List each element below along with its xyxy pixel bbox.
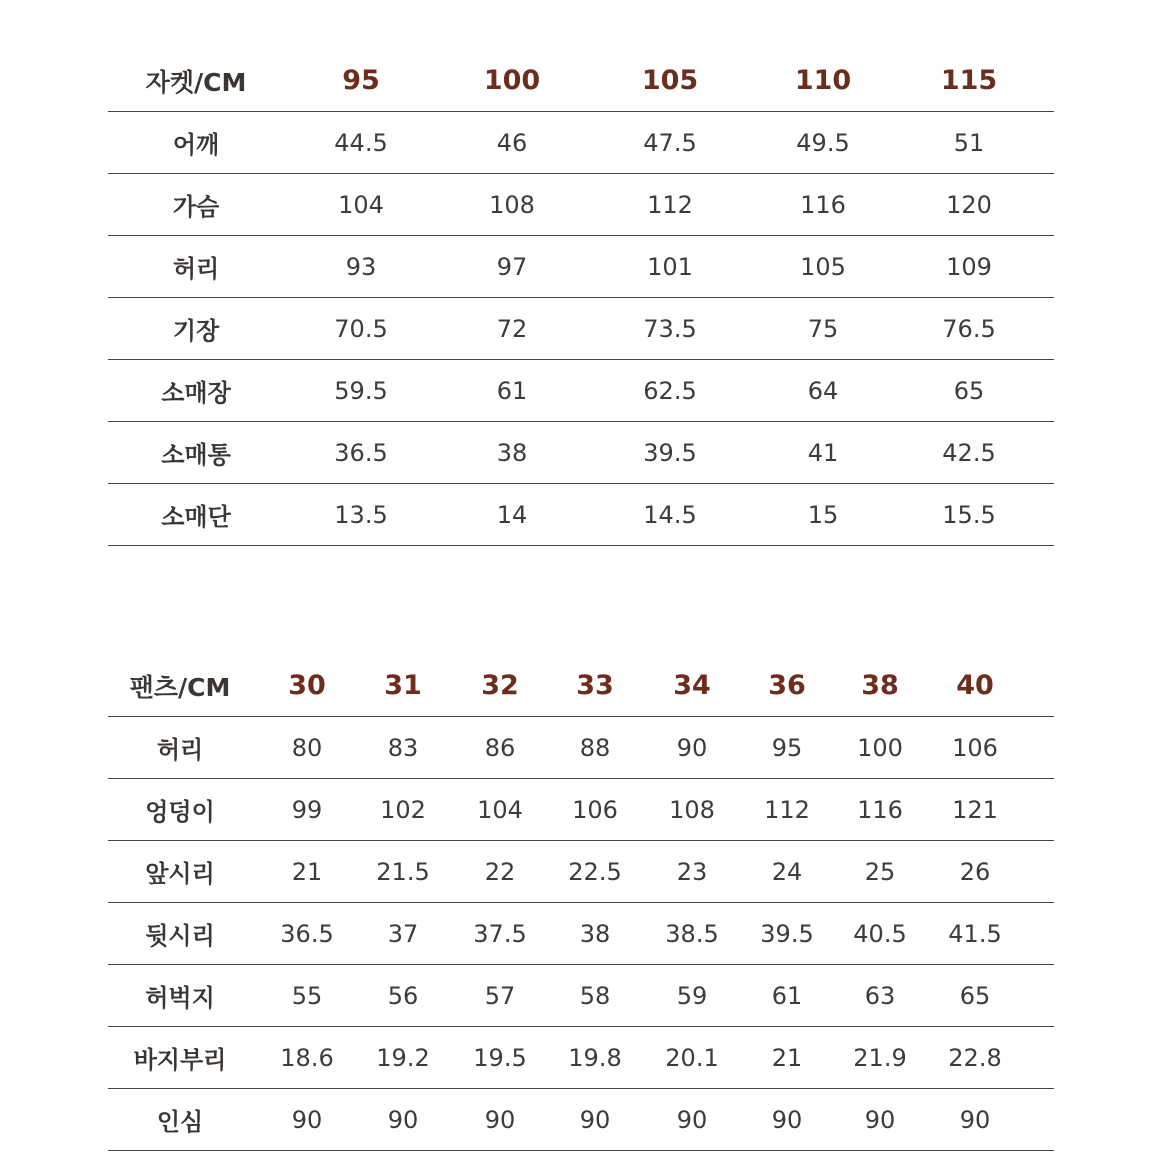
table-row xyxy=(108,174,1054,236)
table-cell: 104 xyxy=(338,190,384,219)
table-cell: 112 xyxy=(764,795,810,824)
table-cell: 108 xyxy=(489,190,535,219)
table-cell: 59 xyxy=(676,981,708,1010)
table-cell: 90 xyxy=(771,1105,803,1134)
table-row xyxy=(108,236,1054,298)
table-cell: 40.5 xyxy=(853,919,907,948)
row-label: 가슴 xyxy=(172,193,220,221)
size-header: 105 xyxy=(641,65,699,96)
table-cell: 39.5 xyxy=(760,919,814,948)
size-header: 110 xyxy=(794,65,852,96)
row-label: 인심 xyxy=(156,1108,204,1136)
table-row xyxy=(108,903,1054,965)
size-header: 34 xyxy=(673,670,711,701)
table-cell: 56 xyxy=(387,981,419,1010)
table-cell: 105 xyxy=(800,252,846,281)
pants-size-table xyxy=(108,655,1054,1151)
table-row xyxy=(108,1027,1054,1089)
table-header-label: 자켓/CM xyxy=(145,67,247,97)
table-row xyxy=(108,360,1054,422)
table-cell: 55 xyxy=(291,981,323,1010)
table-cell: 25 xyxy=(864,857,896,886)
table-cell: 18.6 xyxy=(280,1043,334,1072)
table-cell: 59.5 xyxy=(334,376,388,405)
table-cell: 23 xyxy=(676,857,708,886)
table-cell: 104 xyxy=(477,795,523,824)
table-cell: 22 xyxy=(484,857,516,886)
table-cell: 97 xyxy=(496,252,528,281)
size-header: 30 xyxy=(288,670,326,701)
table-cell: 86 xyxy=(484,733,516,762)
table-cell: 19.2 xyxy=(376,1043,430,1072)
table-row xyxy=(108,965,1054,1027)
table-cell: 61 xyxy=(496,376,528,405)
table-cell: 101 xyxy=(647,252,693,281)
table-cell: 21.9 xyxy=(853,1043,907,1072)
table-cell: 20.1 xyxy=(665,1043,719,1072)
table-cell: 90 xyxy=(291,1105,323,1134)
table-cell: 99 xyxy=(291,795,323,824)
size-header: 95 xyxy=(342,65,380,96)
table-cell: 100 xyxy=(857,733,903,762)
table-cell: 42.5 xyxy=(942,438,996,467)
table-cell: 90 xyxy=(676,733,708,762)
table-cell: 36.5 xyxy=(334,438,388,467)
table-cell: 90 xyxy=(864,1105,896,1134)
table-cell: 70.5 xyxy=(334,314,388,343)
table-row xyxy=(108,298,1054,360)
table-row xyxy=(108,841,1054,903)
table-cell: 106 xyxy=(572,795,618,824)
table-cell: 38 xyxy=(496,438,528,467)
table-row xyxy=(108,484,1054,546)
row-label: 허벅지 xyxy=(145,984,215,1012)
table-cell: 15.5 xyxy=(942,500,996,529)
table-cell: 109 xyxy=(946,252,992,281)
table-row xyxy=(108,779,1054,841)
row-label: 허리 xyxy=(172,255,220,283)
table-cell: 76.5 xyxy=(942,314,996,343)
table-cell: 90 xyxy=(484,1105,516,1134)
table-cell: 90 xyxy=(676,1105,708,1134)
table-cell: 102 xyxy=(380,795,426,824)
row-label: 소매장 xyxy=(161,379,231,407)
table-cell: 22.8 xyxy=(948,1043,1002,1072)
table-cell: 63 xyxy=(864,981,896,1010)
table-cell: 26 xyxy=(959,857,991,886)
table-cell: 95 xyxy=(771,733,803,762)
table-cell: 116 xyxy=(800,190,846,219)
size-header: 33 xyxy=(576,670,614,701)
table-cell: 106 xyxy=(952,733,998,762)
table-cell: 38.5 xyxy=(665,919,719,948)
table-cell: 90 xyxy=(579,1105,611,1134)
row-label: 앞시리 xyxy=(145,860,215,888)
size-header: 100 xyxy=(483,65,541,96)
table-cell: 15 xyxy=(807,500,839,529)
row-label: 어깨 xyxy=(172,131,220,159)
table-cell: 22.5 xyxy=(568,857,622,886)
size-header: 31 xyxy=(384,670,422,701)
table-cell: 93 xyxy=(345,252,377,281)
table-cell: 38 xyxy=(579,919,611,948)
table-cell: 46 xyxy=(496,128,528,157)
table-cell: 39.5 xyxy=(643,438,697,467)
table-cell: 121 xyxy=(952,795,998,824)
size-header: 36 xyxy=(768,670,806,701)
table-header-row xyxy=(108,50,1054,112)
row-label: 허리 xyxy=(156,736,204,764)
table-cell: 88 xyxy=(579,733,611,762)
table-header-row xyxy=(108,655,1054,717)
table-cell: 13.5 xyxy=(334,500,388,529)
size-header: 32 xyxy=(481,670,519,701)
table-cell: 83 xyxy=(387,733,419,762)
table-cell: 116 xyxy=(857,795,903,824)
table-row xyxy=(108,112,1054,174)
table-cell: 37 xyxy=(387,919,419,948)
table-cell: 57 xyxy=(484,981,516,1010)
table-cell: 41.5 xyxy=(948,919,1002,948)
row-label: 기장 xyxy=(172,317,220,345)
row-label: 소매단 xyxy=(161,503,231,531)
table-cell: 72 xyxy=(496,314,528,343)
table-cell: 21 xyxy=(771,1043,803,1072)
table-cell: 120 xyxy=(946,190,992,219)
table-cell: 61 xyxy=(771,981,803,1010)
table-cell: 41 xyxy=(807,438,839,467)
table-cell: 90 xyxy=(387,1105,419,1134)
size-header: 38 xyxy=(861,670,899,701)
table-cell: 44.5 xyxy=(334,128,388,157)
table-cell: 112 xyxy=(647,190,693,219)
table-cell: 64 xyxy=(807,376,839,405)
table-row xyxy=(108,422,1054,484)
table-cell: 90 xyxy=(959,1105,991,1134)
table-cell: 80 xyxy=(291,733,323,762)
table-row xyxy=(108,717,1054,779)
table-cell: 19.8 xyxy=(568,1043,622,1072)
size-header: 115 xyxy=(940,65,998,96)
table-cell: 73.5 xyxy=(643,314,697,343)
row-label: 뒷시리 xyxy=(145,922,215,950)
table-cell: 21 xyxy=(291,857,323,886)
row-label: 소매통 xyxy=(161,441,231,469)
table-cell: 58 xyxy=(579,981,611,1010)
table-cell: 14.5 xyxy=(643,500,697,529)
table-cell: 65 xyxy=(959,981,991,1010)
size-header: 40 xyxy=(956,670,994,701)
table-cell: 65 xyxy=(953,376,985,405)
table-cell: 19.5 xyxy=(473,1043,527,1072)
table-cell: 75 xyxy=(807,314,839,343)
row-label: 바지부리 xyxy=(133,1046,227,1074)
table-cell: 49.5 xyxy=(796,128,850,157)
table-cell: 36.5 xyxy=(280,919,334,948)
table-cell: 21.5 xyxy=(376,857,430,886)
table-cell: 47.5 xyxy=(643,128,697,157)
jacket-size-table xyxy=(108,50,1054,546)
table-cell: 14 xyxy=(496,500,528,529)
row-label: 엉덩이 xyxy=(145,798,215,826)
table-cell: 51 xyxy=(953,128,985,157)
table-cell: 108 xyxy=(669,795,715,824)
table-cell: 37.5 xyxy=(473,919,527,948)
table-row xyxy=(108,1089,1054,1151)
table-cell: 24 xyxy=(771,857,803,886)
table-header-label: 팬츠/CM xyxy=(129,672,231,702)
table-cell: 62.5 xyxy=(643,376,697,405)
